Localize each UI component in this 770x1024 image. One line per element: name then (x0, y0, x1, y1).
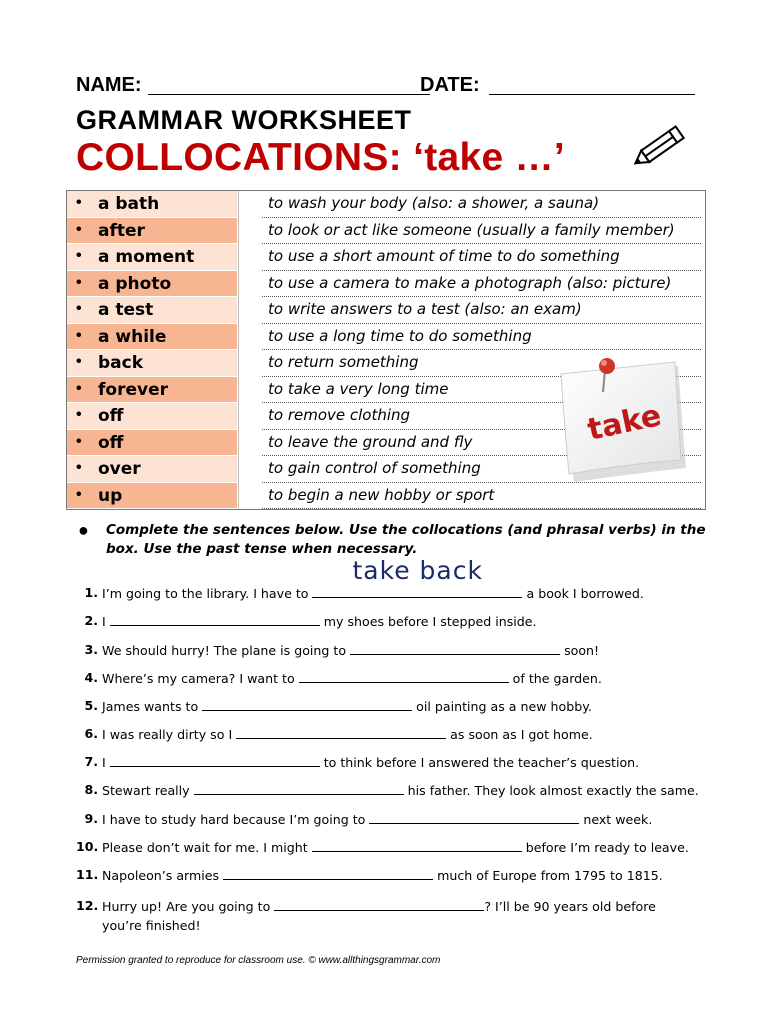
collocation-word: a bath (98, 194, 160, 214)
collocation-row (67, 297, 705, 324)
sentence-end: his father. They look almost exactly the same. (403, 783, 699, 798)
exercise-sentence (102, 724, 712, 745)
bullet-icon: • (76, 432, 82, 450)
collocation-word-cell (67, 218, 237, 245)
answer-blank[interactable] (274, 896, 484, 911)
exercise-sentence (102, 865, 712, 886)
dotted-separator (262, 508, 701, 509)
name-field[interactable] (148, 94, 430, 95)
exercise-number: 8. (84, 782, 98, 797)
sentence-start: I (102, 614, 110, 629)
instruction-bullet: ● (78, 520, 89, 540)
sticky-note-image (547, 352, 687, 482)
answer-blank[interactable] (194, 780, 404, 795)
collocation-row (67, 324, 705, 351)
exercise-sentence (102, 752, 712, 773)
exercise-number: 4. (84, 670, 98, 685)
collocation-definition: to write answers to a test (also: an exam) (268, 300, 582, 318)
collocation-word-cell (67, 403, 237, 430)
bullet-icon: • (76, 379, 82, 397)
collocation-definition: to gain control of something (268, 459, 481, 477)
answer-blank[interactable] (110, 611, 320, 626)
collocation-word-cell (67, 191, 237, 218)
collocation-word: forever (98, 379, 168, 400)
bullet-icon: • (76, 220, 82, 238)
bullet-icon: • (76, 485, 82, 503)
exercise-number: 7. (84, 754, 98, 769)
answer-blank[interactable] (369, 809, 579, 824)
collocation-word-cell (67, 483, 237, 510)
sentence-end: as soon as I got home. (446, 727, 593, 742)
exercise-sentence (102, 611, 712, 632)
collocation-definition: to wash your body (also: a shower, a sauna) (268, 194, 600, 212)
answer-blank[interactable] (236, 724, 446, 739)
date-field[interactable] (489, 94, 695, 95)
exercise-number: 10. (76, 839, 99, 854)
collocation-definition: to remove clothing (268, 406, 411, 424)
worksheet-title: GRAMMAR WORKSHEET (76, 105, 412, 135)
pencil-icon (630, 121, 690, 171)
exercise-sentence (102, 809, 712, 830)
collocation-word: a while (98, 326, 167, 347)
collocation-word: back (98, 353, 144, 373)
sentence-end: much of Europe from 1795 to 1815. (433, 868, 663, 883)
collocation-row (67, 244, 705, 271)
bullet-icon: • (76, 326, 82, 344)
sentence-start: I have to study hard because I’m going to (102, 812, 370, 827)
exercise-sentence (102, 837, 712, 858)
bullet-icon: • (76, 406, 82, 423)
exercise-number: 1. (84, 585, 98, 600)
collocation-word: up (98, 485, 123, 506)
sentence-end: to think before I answered the teacher’s question. (319, 755, 640, 770)
sentence-start: James wants to (102, 699, 203, 714)
copyright-footer: Permission granted to reproduce for classroom use. © www.allthingsgrammar.com (76, 955, 441, 966)
collocation-word-cell (67, 244, 237, 271)
exercise-number: 9. (84, 811, 98, 826)
sentence-start: Where’s my camera? I want to (102, 671, 299, 686)
collocation-word-cell (67, 456, 237, 483)
collocation-definition: to use a long time to do something (268, 326, 532, 345)
collocation-word: off (98, 406, 124, 426)
collocation-word: a test (98, 300, 154, 320)
date-label: DATE: (420, 74, 480, 96)
collocation-definition: to begin a new hobby or sport (268, 485, 495, 504)
collocation-word: after (98, 220, 145, 241)
answer-blank[interactable] (350, 640, 560, 655)
collocation-definition: to take a very long time (268, 379, 449, 398)
collocation-word-cell (67, 297, 237, 324)
exercise-sentence (102, 896, 712, 917)
sentence-end: before I’m ready to leave. (521, 840, 689, 855)
sentence-end: ? I’ll be 90 years old before (484, 899, 656, 914)
collocation-row (67, 218, 705, 245)
exercise-number: 6. (84, 726, 98, 741)
bullet-icon: • (76, 194, 82, 211)
sentence-end: my shoes before I stepped inside. (319, 614, 537, 629)
answer-blank[interactable] (110, 752, 320, 767)
collocation-word: a moment (98, 247, 195, 267)
sentence-start: I’m going to the library. I have to (102, 586, 313, 601)
sentence-start: Stewart really (102, 783, 194, 798)
exercise-sentence (102, 780, 712, 801)
collocation-word: off (98, 432, 124, 453)
collocation-word-cell (67, 377, 237, 404)
sentence-start: I (102, 755, 110, 770)
answer-blank[interactable] (223, 865, 433, 880)
exercise-number: 3. (84, 642, 98, 657)
collocation-definition: to look or act like someone (usually a family member) (268, 220, 675, 239)
exercise-sentence (102, 556, 712, 604)
exercise-number: 2. (84, 613, 98, 628)
sentence-end: oil painting as a new hobby. (412, 699, 592, 714)
bullet-icon: • (76, 353, 82, 370)
name-label: NAME: (76, 74, 142, 96)
collocation-definition: to leave the ground and fly (268, 432, 473, 451)
collocation-row (67, 191, 705, 218)
sentence-end: a book I borrowed. (522, 586, 644, 601)
answer-blank[interactable] (202, 696, 412, 711)
sentence-start: Hurry up! Are you going to (102, 899, 275, 914)
sentence-start: Napoleon’s armies (102, 868, 224, 883)
bullet-icon: • (76, 459, 82, 476)
sentence-continuation: you’re finished! (102, 918, 201, 933)
collocation-word: a photo (98, 273, 172, 294)
collocation-word: over (98, 459, 141, 479)
collocation-word-cell (67, 350, 237, 377)
exercise-sentence (102, 640, 712, 661)
answer-blank[interactable] (312, 837, 522, 852)
sentence-start: I was really dirty so I (102, 727, 237, 742)
handwritten-answer: take back (352, 556, 483, 585)
exercise-sentence (102, 696, 712, 717)
collocation-row (67, 271, 705, 298)
collocation-word-cell (67, 430, 237, 457)
collocation-definition: to return something (268, 353, 419, 371)
sentence-start: We should hurry! The plane is going to (102, 643, 351, 658)
sentence-end: next week. (579, 812, 653, 827)
collocation-definition: to use a short amount of time to do something (268, 247, 620, 265)
instructions-text: Complete the sentences below. Use the collocations (and phrasal verbs) in the box. Use the past tense when necessary. (106, 522, 706, 557)
collocation-row (67, 483, 705, 510)
answer-blank[interactable] (299, 668, 509, 683)
answer-blank[interactable] (312, 556, 522, 598)
bullet-icon: • (76, 247, 82, 264)
collocation-word-cell (67, 271, 237, 298)
collocation-definition: to use a camera to make a photograph (also: picture) (268, 273, 672, 292)
sentence-end: soon! (560, 643, 600, 658)
bullet-icon: • (76, 300, 82, 317)
exercise-number: 5. (84, 698, 98, 713)
sticky-note-text: take (584, 398, 665, 448)
collocation-word-cell (67, 324, 237, 351)
exercise-number: 11. (76, 867, 99, 882)
collocations-title: COLLOCATIONS: ‘take …’ (76, 136, 566, 179)
sentence-end: of the garden. (508, 671, 602, 686)
exercise-sentence (102, 668, 712, 689)
sentence-start: Please don’t wait for me. I might (102, 840, 312, 855)
name-date-row (76, 74, 698, 98)
bullet-icon: • (76, 273, 82, 291)
exercise-number: 12. (76, 898, 99, 913)
